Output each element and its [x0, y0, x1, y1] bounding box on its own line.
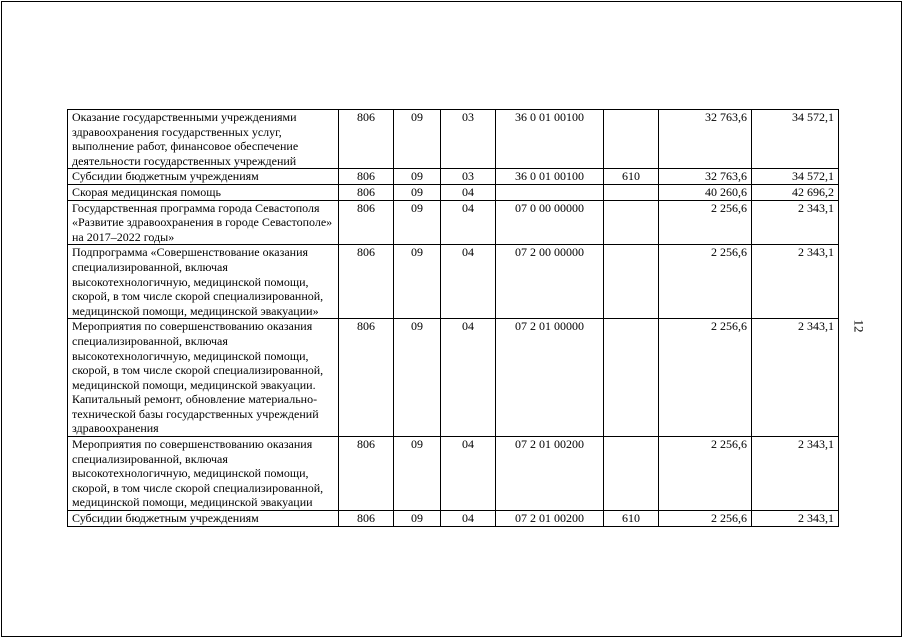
cell-sum-year-2: 2 343,1: [752, 319, 839, 437]
cell-section-code: 09: [394, 511, 441, 527]
cell-target-article: 07 2 01 00200: [496, 511, 604, 527]
cell-sum-year-2: 2 343,1: [752, 511, 839, 527]
cell-sum-year-2: 2 343,1: [752, 200, 839, 245]
cell-expense-type: [604, 110, 659, 169]
cell-ministry-code: 806: [339, 437, 394, 511]
cell-sum-year-2: 2 343,1: [752, 437, 839, 511]
cell-name: Субсидии бюджетным учреждениям: [68, 511, 339, 527]
cell-sum-year-1: 2 256,6: [659, 511, 752, 527]
cell-section-code: 09: [394, 169, 441, 185]
table-row: [68, 184, 839, 200]
cell-sum-year-1: 2 256,6: [659, 319, 752, 437]
table-row: [68, 169, 839, 185]
cell-target-article: [496, 184, 604, 200]
cell-expense-type: [604, 437, 659, 511]
cell-sum-year-1: 32 763,6: [659, 169, 752, 185]
budget-table: [67, 109, 839, 527]
cell-name: Субсидии бюджетным учреждениям: [68, 169, 339, 185]
cell-subsection-code: 04: [441, 319, 496, 437]
cell-subsection-code: 03: [441, 110, 496, 169]
cell-sum-year-2: 2 343,1: [752, 245, 839, 319]
cell-subsection-code: 04: [441, 437, 496, 511]
cell-target-article: 07 2 01 00000: [496, 319, 604, 437]
cell-section-code: 09: [394, 110, 441, 169]
cell-sum-year-1: 32 763,6: [659, 110, 752, 169]
cell-section-code: 09: [394, 319, 441, 437]
cell-section-code: 09: [394, 245, 441, 319]
cell-section-code: 09: [394, 200, 441, 245]
cell-name: Государственная программа города Севастополя «Развитие здравоохранения в городе Севастополе» на 2017–2022 годы»: [68, 200, 339, 245]
cell-target-article: 36 0 01 00100: [496, 169, 604, 185]
cell-expense-type: [604, 319, 659, 437]
cell-subsection-code: 04: [441, 511, 496, 527]
cell-sum-year-1: 40 260,6: [659, 184, 752, 200]
table-row: [68, 110, 839, 169]
cell-subsection-code: 04: [441, 200, 496, 245]
cell-target-article: 07 0 00 00000: [496, 200, 604, 245]
cell-section-code: 09: [394, 184, 441, 200]
cell-target-article: 07 2 01 00200: [496, 437, 604, 511]
cell-section-code: 09: [394, 437, 441, 511]
cell-expense-type: 610: [604, 511, 659, 527]
table-body: [68, 110, 839, 527]
cell-ministry-code: 806: [339, 511, 394, 527]
table-row: [68, 245, 839, 319]
cell-expense-type: [604, 184, 659, 200]
cell-ministry-code: 806: [339, 319, 394, 437]
table-row: [68, 437, 839, 511]
cell-name: Оказание государственными учреждениями здравоохранения государственных услуг, выполнение работ, финансовое обеспечение деятельности государственных учреждений: [68, 110, 339, 169]
cell-name: Подпрограмма «Совершенствование оказания специализированной, включая высокотехнологичную, медицинской помощи, скорой, в том числе скорой специализированной, медицинской помощи, медицинской эвакуации»: [68, 245, 339, 319]
cell-ministry-code: 806: [339, 200, 394, 245]
cell-expense-type: 610: [604, 169, 659, 185]
table-row: [68, 511, 839, 527]
page-number: 12: [851, 319, 867, 333]
cell-subsection-code: 03: [441, 169, 496, 185]
cell-target-article: 36 0 01 00100: [496, 110, 604, 169]
cell-name: Мероприятия по совершенствованию оказания специализированной, включая высокотехнологичную, медицинской помощи, скорой, в том числе скорой специализированной, медицинской помощи, медицинской эвакуации. Капитальный ремонт, обновление материально-технической базы государственных учреждений здравоохранения: [68, 319, 339, 437]
cell-sum-year-2: 34 572,1: [752, 110, 839, 169]
cell-sum-year-1: 2 256,6: [659, 200, 752, 245]
cell-ministry-code: 806: [339, 169, 394, 185]
cell-name: Мероприятия по совершенствованию оказания специализированной, включая высокотехнологичную, медицинской помощи, скорой, в том числе скорой специализированной, медицинской помощи, медицинской эвакуации: [68, 437, 339, 511]
cell-ministry-code: 806: [339, 110, 394, 169]
cell-target-article: 07 2 00 00000: [496, 245, 604, 319]
cell-ministry-code: 806: [339, 245, 394, 319]
cell-sum-year-1: 2 256,6: [659, 437, 752, 511]
cell-subsection-code: 04: [441, 245, 496, 319]
table-row: [68, 319, 839, 437]
cell-name: Скорая медицинская помощь: [68, 184, 339, 200]
cell-sum-year-1: 2 256,6: [659, 245, 752, 319]
cell-ministry-code: 806: [339, 184, 394, 200]
cell-subsection-code: 04: [441, 184, 496, 200]
cell-expense-type: [604, 245, 659, 319]
cell-expense-type: [604, 200, 659, 245]
table-row: [68, 200, 839, 245]
cell-sum-year-2: 34 572,1: [752, 169, 839, 185]
cell-sum-year-2: 42 696,2: [752, 184, 839, 200]
